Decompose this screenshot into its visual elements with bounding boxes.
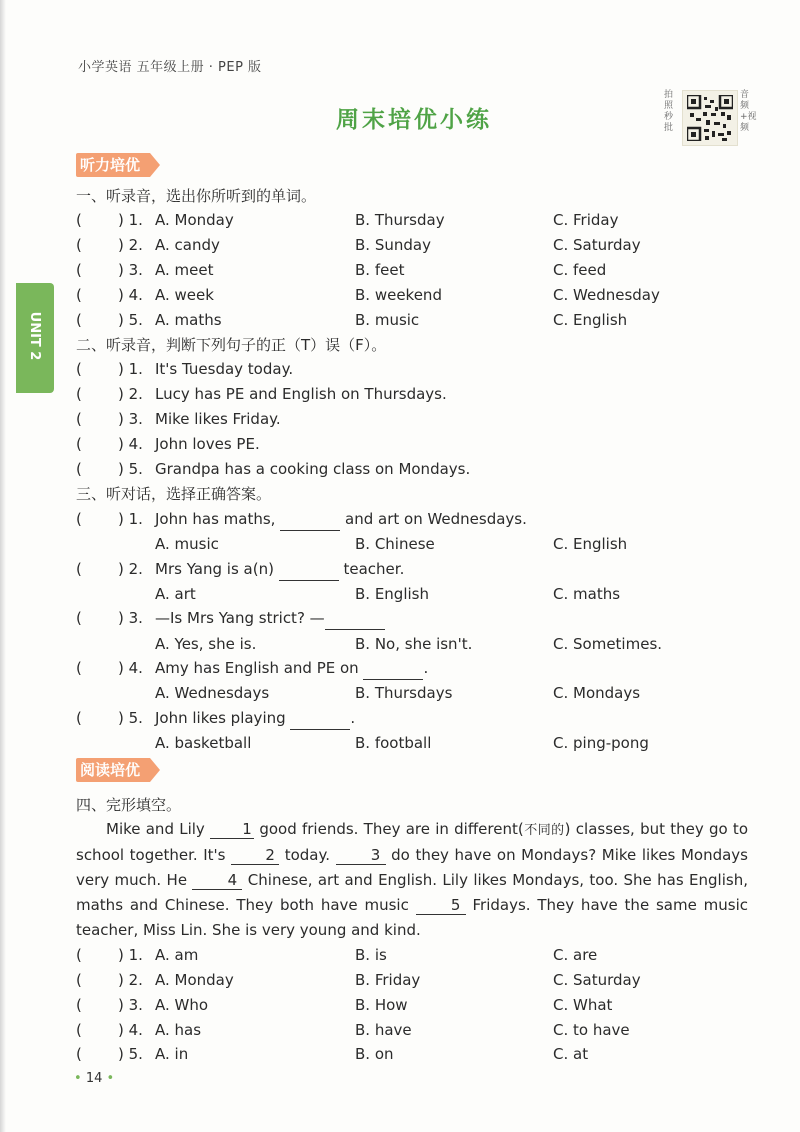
option-c: C. Wednesday — [553, 286, 660, 304]
stem-after-blank: . — [423, 659, 429, 677]
option-b: B. Chinese — [355, 535, 435, 553]
option-a: A. candy — [155, 236, 220, 254]
option-c: C. maths — [553, 585, 621, 603]
part1-item-5 — [76, 308, 766, 332]
option-a: A. maths — [155, 311, 222, 329]
part2-item-1 — [76, 357, 766, 381]
page-number — [74, 1071, 114, 1086]
part4-title: 四、完形填空。 — [76, 796, 182, 814]
part3-item-2 — [76, 557, 766, 581]
stem-before-blank: John has maths, — [155, 510, 276, 528]
option-b: B. How — [355, 996, 408, 1014]
option-b: B. Friday — [355, 971, 421, 989]
passage-text: good friends. They are in different( — [259, 820, 524, 838]
stem-after-blank: teacher. — [343, 560, 405, 578]
option-c: C. are — [553, 946, 598, 964]
answer-blank[interactable] — [279, 564, 339, 581]
passage-note: 不同的 — [523, 823, 565, 838]
answer-bracket[interactable]: ( — [76, 971, 82, 989]
option-c: C. English — [553, 311, 628, 329]
stem-before-blank: Amy has English and PE on — [155, 659, 359, 677]
part3-item-1 — [76, 507, 766, 531]
question-number: ) 4. — [118, 659, 143, 677]
stem-after-blank: . — [350, 709, 356, 727]
reading-badge: 阅读培优 — [76, 758, 150, 782]
part4-item-4 — [76, 1018, 766, 1042]
answer-blank[interactable] — [280, 514, 340, 531]
question-number: ) 1. — [118, 211, 143, 229]
part4-item-5 — [76, 1042, 766, 1066]
option-a: A. basketball — [155, 734, 252, 752]
question-number: ) 2. — [118, 236, 143, 254]
option-c: C. ping-pong — [553, 734, 649, 752]
question-stem — [155, 656, 428, 680]
passage-text: ) classes, but they go to school together. It's — [76, 820, 748, 864]
option-b: B. feet — [355, 261, 405, 279]
book-header: 小学英语 五年级上册 · PEP 版 — [78, 60, 262, 75]
part3-item-5 — [76, 706, 766, 730]
question-number: ) 3. — [118, 996, 143, 1014]
option-b: B. Thursday — [355, 211, 445, 229]
question-number: ) 1. — [118, 360, 143, 378]
statement-text: Grandpa has a cooking class on Mondays. — [155, 460, 471, 478]
question-stem — [155, 557, 404, 581]
answer-bracket[interactable]: ( — [76, 1045, 82, 1063]
answer-bracket[interactable]: ( — [76, 560, 82, 578]
question-number: ) 3. — [118, 410, 143, 428]
option-a: A. meet — [155, 261, 214, 279]
answer-bracket[interactable]: ( — [76, 261, 82, 279]
part2-item-3 — [76, 407, 766, 431]
option-b: B. on — [355, 1045, 394, 1063]
answer-bracket[interactable]: ( — [76, 1021, 82, 1039]
part3-item-3 — [76, 606, 766, 630]
option-b: B. weekend — [355, 286, 442, 304]
question-number: ) 5. — [118, 311, 143, 329]
question-number: ) 5. — [118, 1045, 143, 1063]
statement-text: Lucy has PE and English on Thursdays. — [155, 385, 447, 403]
option-a: A. am — [155, 946, 199, 964]
part3-item-3-options — [76, 632, 766, 656]
question-number: ) 5. — [118, 709, 143, 727]
part4-item-1 — [76, 943, 766, 967]
option-b: B. No, she isn't. — [355, 635, 473, 653]
question-number: ) 2. — [118, 560, 143, 578]
cloze-blank-1[interactable]: 1 — [210, 820, 254, 839]
question-stem — [155, 706, 355, 730]
option-c: C. Saturday — [553, 236, 641, 254]
answer-blank[interactable] — [325, 613, 385, 630]
answer-bracket[interactable]: ( — [76, 996, 82, 1014]
passage-text: Chinese, art and English. Lily likes Mondays, too. She has English, maths and Chinese. They both have music — [76, 871, 748, 914]
answer-bracket[interactable]: ( — [76, 360, 82, 378]
statement-text: Mike likes Friday. — [155, 410, 281, 428]
passage-text: today. — [284, 846, 330, 864]
option-b: B. football — [355, 734, 432, 752]
stem-before-blank: —Is Mrs Yang strict? — — [155, 609, 325, 627]
question-number: ) 2. — [118, 971, 143, 989]
cloze-blank-5[interactable]: 5 — [416, 896, 466, 915]
option-a: A. Monday — [155, 971, 234, 989]
stem-before-blank: John likes playing — [155, 709, 286, 727]
option-a: A. has — [155, 1021, 202, 1039]
part3-item-2-options — [76, 582, 766, 606]
page-dot-left: • — [74, 1071, 82, 1086]
option-b: B. English — [355, 585, 429, 603]
passage-text: do they have on Mondays? Mike likes Mondays very much. He — [76, 846, 748, 889]
option-c: C. English — [553, 535, 628, 553]
unit-tab-label: UNIT 2 — [27, 311, 43, 361]
option-a: A. art — [155, 585, 196, 603]
qr-right-caption: 音频+视频 — [740, 90, 757, 133]
option-c: C. What — [553, 996, 613, 1014]
stem-before-blank: Mrs Yang is a(n) — [155, 560, 274, 578]
answer-bracket[interactable]: ( — [76, 609, 82, 627]
question-number: ) 4. — [118, 1021, 143, 1039]
part4-item-2 — [76, 968, 766, 992]
cloze-blank-4[interactable]: 4 — [192, 871, 242, 890]
unit-side-tab — [16, 283, 54, 393]
part3-item-4-options — [76, 681, 766, 705]
option-a: A. Yes, she is. — [155, 635, 257, 653]
part2-item-4 — [76, 432, 766, 456]
passage-text: Fridays. They have the same music teacher, Miss Lin. She is very young and kind. — [76, 896, 748, 939]
answer-bracket[interactable]: ( — [76, 286, 82, 304]
passage-text: Mike and Lily — [106, 820, 205, 838]
option-c: C. to have — [553, 1021, 630, 1039]
answer-bracket[interactable]: ( — [76, 211, 82, 229]
answer-bracket[interactable]: ( — [76, 709, 82, 727]
question-number: ) 3. — [118, 261, 143, 279]
listening-badge: 听力培优 — [76, 153, 150, 177]
option-b: B. music — [355, 311, 420, 329]
answer-bracket[interactable]: ( — [76, 435, 82, 453]
answer-blank[interactable] — [290, 713, 350, 730]
part1-title: 一、听录音，选出你所听到的单词。 — [76, 187, 317, 205]
option-a: A. Monday — [155, 211, 234, 229]
stem-after-blank: and art on Wednesdays. — [345, 510, 527, 528]
part2-title: 二、听录音，判断下列句子的正（T）误（F）。 — [76, 336, 387, 354]
option-c: C. Mondays — [553, 684, 641, 702]
option-c: C. at — [553, 1045, 589, 1063]
part1-item-1 — [76, 208, 766, 232]
question-number: ) 4. — [118, 286, 143, 304]
option-a: A. week — [155, 286, 214, 304]
answer-bracket[interactable]: ( — [76, 385, 82, 403]
question-number: ) 1. — [118, 946, 143, 964]
statement-text: It's Tuesday today. — [155, 360, 294, 378]
option-b: B. Thursdays — [355, 684, 453, 702]
option-b: B. is — [355, 946, 387, 964]
option-c: C. Sometimes. — [553, 635, 663, 653]
part1-item-3 — [76, 258, 766, 282]
answer-bracket[interactable]: ( — [76, 311, 82, 329]
page-title: 周末培优小练 — [336, 107, 492, 133]
option-a: A. Wednesdays — [155, 684, 270, 702]
option-c: C. Saturday — [553, 971, 641, 989]
part2-item-5 — [76, 457, 766, 481]
cloze-passage — [76, 817, 748, 943]
answer-bracket[interactable]: ( — [76, 510, 82, 528]
answer-bracket[interactable]: ( — [76, 460, 82, 478]
qr-left-caption: 拍照秒批 — [664, 90, 674, 133]
cloze-blank-3[interactable]: 3 — [336, 846, 386, 865]
part2-item-2 — [76, 382, 766, 406]
option-a: A. in — [155, 1045, 189, 1063]
part4-item-3 — [76, 993, 766, 1017]
answer-blank[interactable] — [363, 663, 423, 680]
question-stem — [155, 507, 527, 531]
question-number: ) 2. — [118, 385, 143, 403]
part3-item-4 — [76, 656, 766, 680]
answer-bracket[interactable]: ( — [76, 410, 82, 428]
qr-code-icon[interactable] — [682, 90, 738, 146]
part3-title: 三、听对话，选择正确答案。 — [76, 485, 272, 503]
part1-item-2 — [76, 233, 766, 257]
option-c: C. Friday — [553, 211, 619, 229]
option-a: A. music — [155, 535, 219, 553]
question-number: ) 3. — [118, 609, 143, 627]
option-b: B. have — [355, 1021, 412, 1039]
question-stem — [155, 606, 385, 630]
option-a: A. Who — [155, 996, 209, 1014]
answer-bracket[interactable]: ( — [76, 946, 82, 964]
statement-text: John loves PE. — [155, 435, 260, 453]
part1-item-4 — [76, 283, 766, 307]
question-number: ) 5. — [118, 460, 143, 478]
page-number-text: 14 — [85, 1071, 103, 1086]
part3-item-5-options — [76, 731, 766, 755]
answer-bracket[interactable]: ( — [76, 659, 82, 677]
qr-code-block[interactable] — [664, 90, 764, 144]
page-dot-right: • — [106, 1071, 115, 1086]
answer-bracket[interactable]: ( — [76, 236, 82, 254]
part3-item-1-options — [76, 532, 766, 556]
option-c: C. feed — [553, 261, 607, 279]
option-b: B. Sunday — [355, 236, 431, 254]
cloze-blank-2[interactable]: 2 — [231, 846, 279, 865]
page-edge-shadow — [0, 0, 6, 1132]
question-number: ) 1. — [118, 510, 143, 528]
question-number: ) 4. — [118, 435, 143, 453]
